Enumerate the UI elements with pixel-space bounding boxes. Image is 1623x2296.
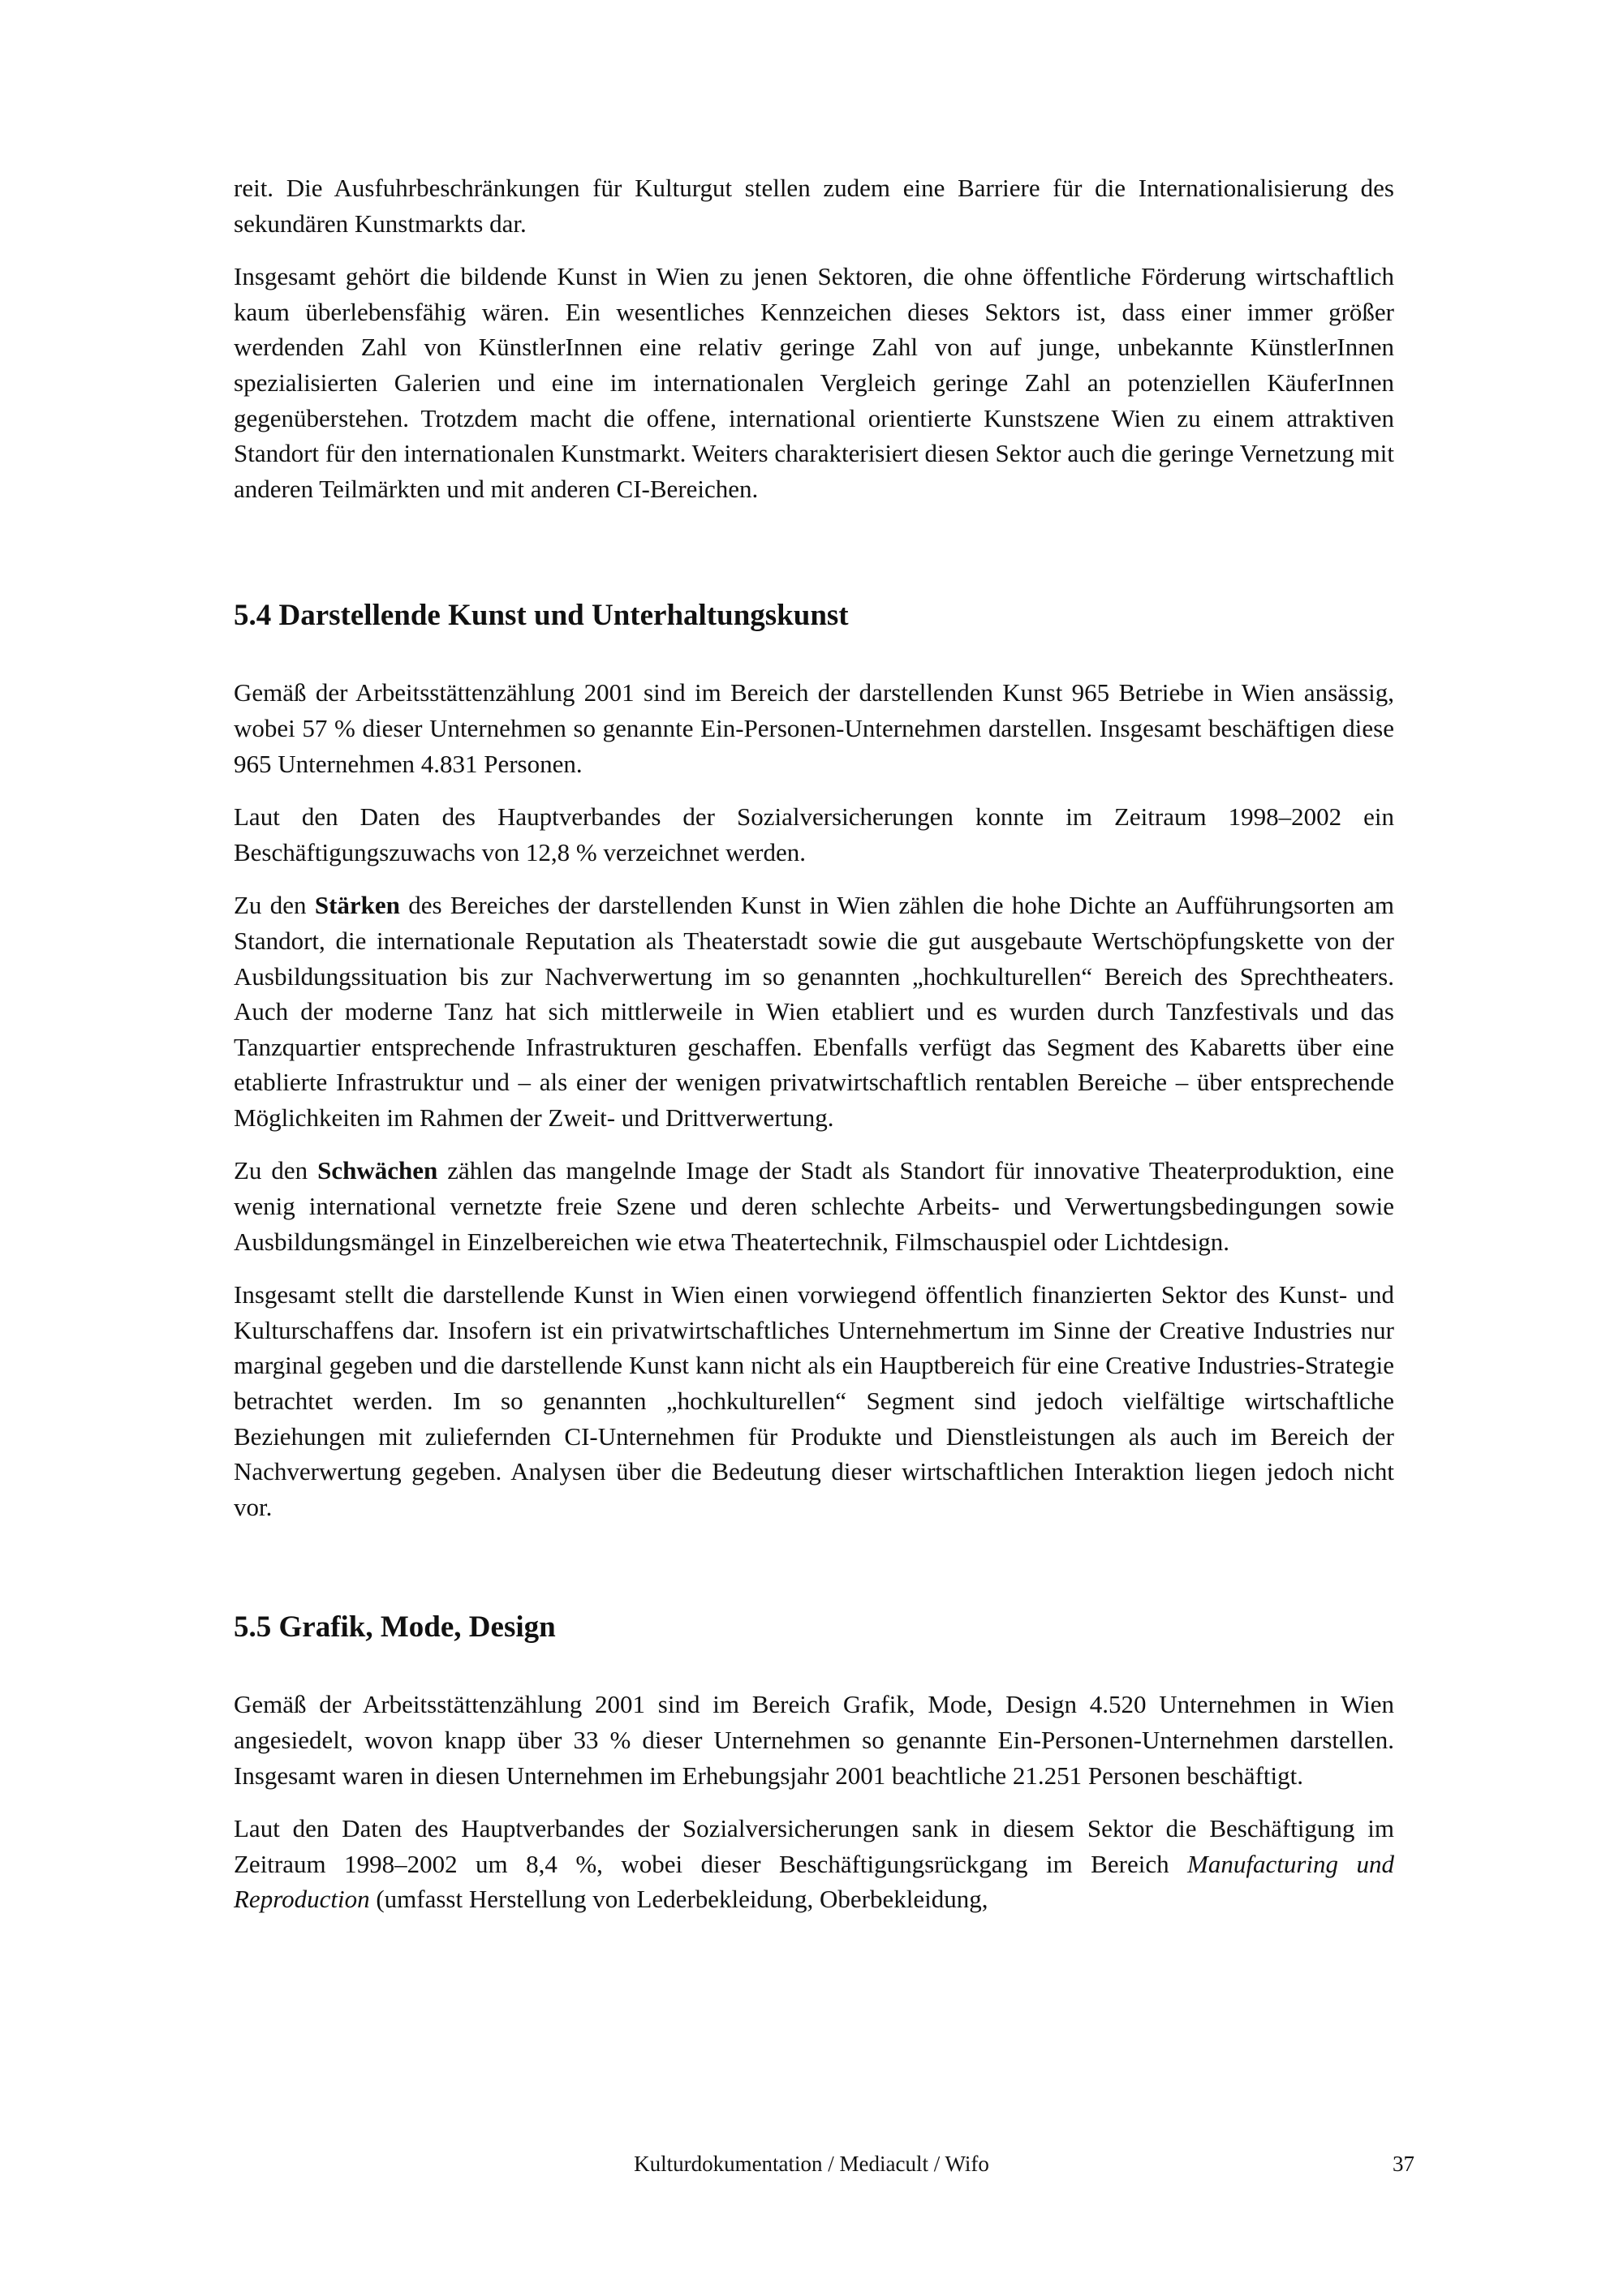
italic-term-manufacturing: Manufacturing und Reproduction <box>234 1849 1394 1914</box>
paragraph-arbeitsstaetten-grafik: Gemäß der Arbeitsstättenzählung 2001 sind im Bereich Grafik, Mode, Design 4.520 Unternehmen in Wien angesiedelt, wovon knapp über 33 % dieser Unternehmen so genannte Ein-Personen-Unternehmen darstellen. Insgesamt waren in diesen Unternehmen im Erhebungsjahr 2001 beachtliche 21.251 Personen beschäftigt. <box>234 1690 1394 1790</box>
section-heading-5-4: 5.4 Darstellende Kunst und Unterhaltungskunst <box>234 599 849 633</box>
paragraph-beschaeftigungszuwachs: Laut den Daten des Hauptverbandes der Sozialversicherungen konnte im Zeitraum 1998–2002 ein Beschäftigungszuwachs von 12,8 % verzeichnet werden. <box>234 802 1394 866</box>
paragraph-darstellende-summary: Insgesamt stellt die darstellende Kunst in Wien einen vorwiegend öffentlich finanzierten Sektor des Kunst- und Kulturschaffens dar. Insofern ist ein privatwirtschaftliches Unternehmertum im Sinne der Creative Industries nur marginal gegeben und die darstellende Kunst kann nicht als ein Hauptbereich für eine Creative Industries-Strategie betrachtet werden. Im so genannten „hochkulturellen“ Segment sind jedoch vielfältige wirtschaftliche Beziehungen mit zuliefernden CI-Unternehmen für Produkte und Dienstleistungen als auch im Bereich der Nachverwertung gegeben. Analysen über die Bedeutung dieser wirtschaftlichen Interaktion liegen jedoch nicht vor. <box>234 1280 1394 1521</box>
paragraph-schwaechen <box>234 1153 1394 1259</box>
bold-term-schwaechen: Schwächen <box>317 1156 438 1185</box>
paragraph-bildende-kunst-summary: Insgesamt gehört die bildende Kunst in Wien zu jenen Sektoren, die ohne öffentliche Förderung wirtschaftlich kaum überlebensfähig wären. Ein wesentliches Kennzeichen dieses Sektors ist, dass einer immer größer werdenden Zahl von KünstlerInnen eine relativ geringe Zahl von auf junge, unbekannte KünstlerInnen spezialisierten Galerien und eine im internationalen Vergleich geringe Zahl an potenziellen KäuferInnen gegenüberstehen. Trotzdem macht die offene, international orientierte Kunstszene Wien zu einem attraktiven Standort für den internationalen Kunstmarkt. Weiters charakterisiert diesen Sektor auch die geringe Vernetzung mit anderen Teilmärkten und mit anderen CI-Bereichen. <box>234 262 1394 503</box>
text-run: des Bereiches der darstellenden Kunst in Wien zählen die hohe Dichte an Aufführungsorten am Standort, die internationale Reputation als Theaterstadt sowie die gut ausgebaute Wertschöpfungskette von der Ausbildungssituation bis zur Nachverwertung im so genannten „hochkulturellen“ Bereich des Sprechtheaters. Auch der moderne Tanz hat sich mittlerweile in Wien etabliert und es wurden durch Tanzfestivals und das Tanzquartier entsprechende Infrastrukturen geschaffen. Ebenfalls verfügt das Segment des Kabaretts über eine etablierte Infrastruktur und – als einer der wenigen privatwirtschaftlich rentablen Bereiche – über entsprechende Möglichkeiten im Rahmen der Zweit- und Drittverwertung. <box>234 891 1394 1132</box>
text-run: Laut den Daten des Hauptverbandes der Sozialversicherungen sank in diesem Sektor die Beschäftigung im Zeitraum 1998–2002 um 8,4 %, wobei dieser Beschäftigungsrückgang im Bereich <box>234 1814 1394 1878</box>
text-run: (umfasst Herstellung von Lederbekleidung, Oberbekleidung, <box>369 1885 988 1914</box>
text-run: Zu den <box>234 891 315 920</box>
bold-term-staerken: Stärken <box>314 891 400 920</box>
paragraph-staerken <box>234 888 1394 1135</box>
paragraph-arbeitsstaetten-darstellende: Gemäß der Arbeitsstättenzählung 2001 sind im Bereich der darstellenden Kunst 965 Betriebe in Wien ansässig, wobei 57 % dieser Unternehmen so genannte Ein-Personen-Unternehmen darstellen. Insgesamt beschäftigen diese 965 Unternehmen 4.831 Personen. <box>234 678 1394 778</box>
text-run: Zu den <box>234 1156 318 1185</box>
footer-source: Kulturdokumentation / Mediacult / Wifo <box>634 2152 989 2176</box>
page-number: 37 <box>1393 2152 1414 2176</box>
paragraph-beschaeftigungsrueckgang <box>234 1811 1394 1917</box>
section-heading-5-5: 5.5 Grafik, Mode, Design <box>234 1610 556 1645</box>
paragraph-continuation: reit. Die Ausfuhrbeschränkungen für Kulturgut stellen zudem eine Barriere für die Internationalisierung des sekundären Kunstmarkts dar. <box>234 174 1394 238</box>
document-body <box>234 170 1394 1935</box>
text-run: zählen das mangelnde Image der Stadt als Standort für innovative Theaterproduktion, eine wenig international vernetzte freie Szene und deren schlechte Arbeits- und Verwertungsbedingungen sowie Ausbildungsmängel in Einzelbereichen wie etwa Theatertechnik, Filmschauspiel oder Lichtdesign. <box>234 1156 1394 1256</box>
